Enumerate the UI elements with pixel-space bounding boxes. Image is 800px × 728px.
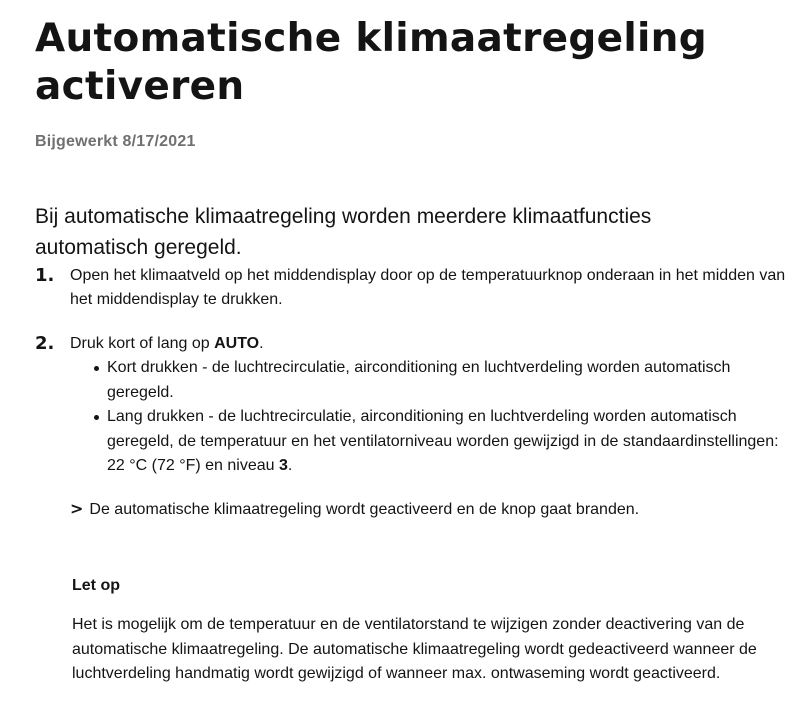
level-value: 3 (279, 457, 288, 474)
step-number: 1. (35, 265, 55, 286)
sub-item-long-press (107, 405, 795, 479)
step-1 (35, 264, 795, 312)
updated-date: Bijgewerkt 8/17/2021 (35, 133, 196, 150)
step-2 (35, 332, 795, 479)
page-title: Automatische klimaatregeling activeren (35, 16, 707, 109)
sub-item-text: Lang drukken - de luchtrecirculatie, airconditioning en luchtverdeling worden automatisch geregeld, de temperatuur en het ventilatorniveau worden gewijzigd in de standaardinstellingen: 22 °C (72 °F) en niveau (107, 408, 779, 474)
chevron-right-icon: > (70, 499, 84, 518)
step-text (70, 335, 264, 352)
steps-list (35, 264, 795, 479)
intro-text: Bij automatische klimaatregeling worden meerdere klimaatfuncties automatisch geregeld. (35, 205, 652, 259)
step-text: Open het klimaatveld op het middendisplay door op de temperatuurknop onderaan in het midden van het middendisplay te drukken. (70, 267, 786, 308)
auto-button-label: AUTO (214, 335, 260, 352)
sub-item-short-press: Kort drukken - de luchtrecirculatie, airconditioning en luchtverdeling worden automatisch geregeld. (107, 356, 795, 405)
note-title: Let op (72, 577, 120, 594)
result-line (70, 497, 639, 522)
step-text-part: . (259, 335, 264, 352)
sub-list (70, 356, 795, 479)
step-text-part: Druk kort of lang op (70, 335, 215, 352)
result-text: De automatische klimaatregeling wordt geactiveerd en de knop gaat branden. (89, 501, 640, 518)
sub-item-text: . (287, 457, 293, 474)
note-body: Het is mogelijk om de temperatuur en de ventilatorstand te wijzigen zonder deactivering van de automatische klimaatregeling. De automatische klimaatregeling wordt gedeactiveerd wanneer de luchtverdeling handmatig wordt gewijzigd of wanneer max. ontwaseming wordt geactiveerd. (72, 616, 757, 682)
step-number: 2. (35, 333, 55, 354)
